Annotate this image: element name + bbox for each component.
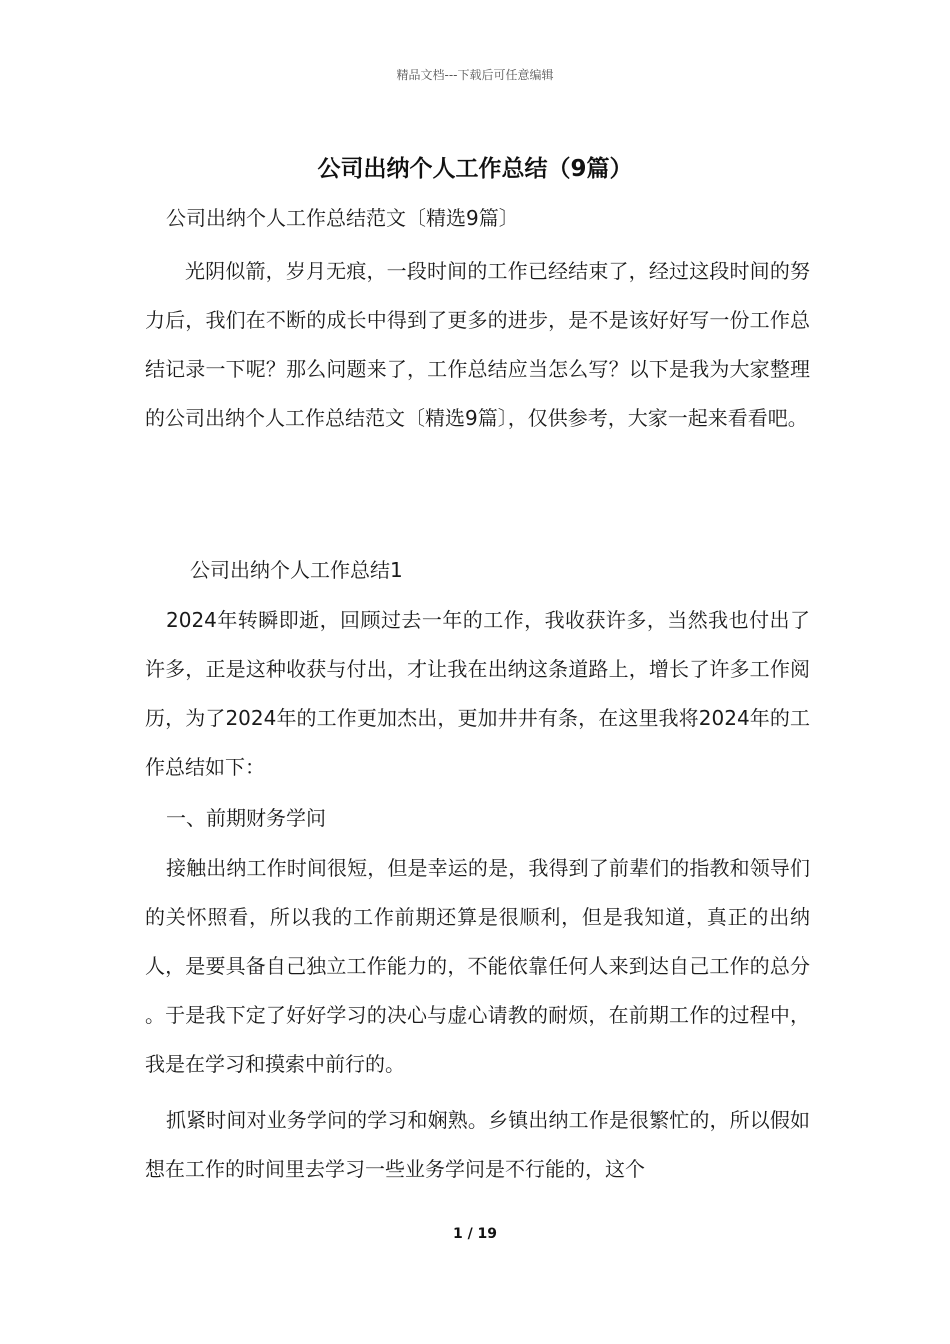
paragraph-2: 接触出纳工作时间很短，但是幸运的是，我得到了前辈们的指教和领导们的关怀照看，所以我的工作前期还算是很顺利，但是我知道，真正的出纳人，是要具备自己独立工作能力的，不能依靠任何人来到达自己工作的总分 。于是我下定了好好学习的决心与虚心请教的耐烦，在前期工作的过程中，我是在学习和摸索中前行的。 bbox=[145, 856, 810, 1076]
subheading-1: 一、前期财务学问 bbox=[166, 806, 326, 830]
paragraph-1: 2024年转瞬即逝，回顾过去一年的工作，我收获许多，当然我也付出了许多，正是这种收获与付出，才让我在出纳这条道路上，增长了许多工作阅历，为了2024年的工作更加杰出，更加井井有条，在这里我将2024年的工作总结如下： bbox=[145, 608, 810, 779]
header-note: 精品文档---下载后可任意编辑 bbox=[396, 68, 554, 82]
section-heading: 公司出纳个人工作总结1 bbox=[190, 558, 403, 582]
document-subtitle: 公司出纳个人工作总结范文〔精选9篇〕 bbox=[166, 206, 519, 230]
intro-paragraph: 光阴似箭，岁月无痕，一段时间的工作已经结束了，经过这段时间的努力后，我们在不断的成长中得到了更多的进步，是不是该好好写一份工作总结记录一下呢？那么问题来了，工作总结应当怎么写？以下是我为大家整理的公司出纳个人工作总结范文〔精选9篇〕，仅供参考，大家一起来看看吧。 bbox=[145, 259, 810, 430]
paragraph-3: 抓紧时间对业务学问的学习和娴熟。乡镇出纳工作是很繁忙的，所以假如想在工作的时间里去学习一些业务学问是不行能的，这个 bbox=[145, 1108, 810, 1181]
document-title: 公司出纳个人工作总结（9篇） bbox=[317, 156, 633, 182]
page-number: 1 / 19 bbox=[452, 1226, 498, 1242]
